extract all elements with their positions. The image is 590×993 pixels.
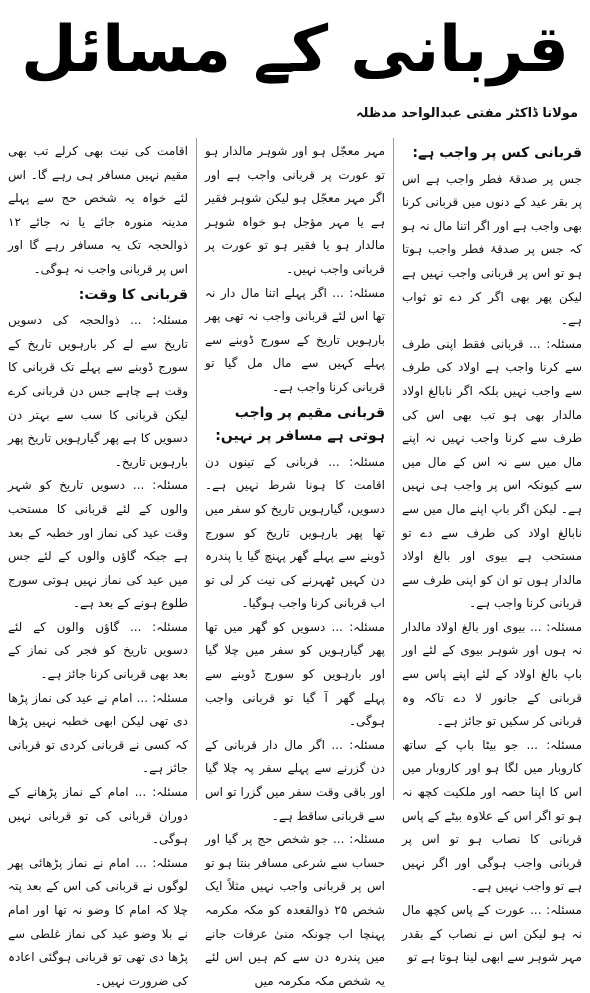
column-right [402,140,582,965]
paragraph: جس پر صدقۂ فطر واجب ہے اس پر بقر عید کے دنوں میں قربانی کرنا بھی واجب ہے اور اگر اتنا مال نہ ہو کہ جس پر صدقۂ فطر واجب ہوتا ہو تو اس پر قربانی واجب نہیں ہے لیکن پھر بھی اگر کر دے تو ثواب ہے۔ [402,171,582,328]
paragraph: مسئلہ: ... دسویں تاریخ کو شہر والوں کے لئے قربانی کا مستحب وقت عید کی نماز اور خطبہ کے بعد ہے جبکہ گاؤں والوں کے لئے جس میں عید کی نماز نہیں ہوتی سورج طلوع ہونے کے بعد ہے۔ [8,478,188,611]
column-divider [393,138,394,800]
paragraph: مسئلہ: ... امام نے نماز پڑھائی پھر لوگوں نے قربانی کی اس کے بعد پتہ چلا کہ امام کا وضو نہ تھا اور امام نے بلا وضو عید کی نماز غلطی سے پڑھا دی تھی تو قربانی ہوگئی اعادہ کی ضرورت نہیں۔ [8,855,188,988]
paragraph: مسئلہ: ... جو بیٹا باپ کے ساتھ کاروبار میں لگا ہو اور کاروبار میں اس کا اپنا حصہ اور ملکیت کچھ نہ ہو تو اگر اس کے علاوہ بیٹے کے پاس قربانی کا نصاب ہو تو اس پر قربانی واجب ہوگی اور اگر نہیں ہے تو واجب نہیں ہے۔ [402,737,582,894]
column-middle [205,140,385,988]
section-heading: قربانی کس پر واجب ہے: [412,145,582,161]
paragraph: مسئلہ: ... دسویں کو گھر میں تھا پھر گیارہویں کو سفر میں چلا گیا اور بارہویں کو سورج ڈوبنے سے پہلے گھر آ گیا تو قربانی واجب ہوگی۔ [205,619,385,729]
paragraph: مسئلہ: ... امام نے عید کی نماز پڑھا دی تھی لیکن ابھی خطبہ نہیں پڑھا کہ کسی نے قربانی کردی تو قربانی جائز ہے۔ [8,690,188,776]
paragraph: مسئلہ: ... جو شخص حج پر گیا اور حساب سے شرعی مسافر بنتا ہو تو اس پر قربانی واجب نہیں مثلاً ایک شخص ۲۵ ذوالقعدہ کو مکہ مکرمہ پہنچا اب چونکہ منیٰ عرفات جانے میں پندرہ دن سے کم ہیں اس لئے یہ شخص مکہ مکرمہ میں [205,832,385,988]
section-heading: قربانی مقیم پر واجب ہوتی ہے مسافر پر نہیں: [215,404,385,445]
paragraph: مسئلہ: ... اگر مال دار قربانی کے دن گزرنے سے پہلے سفر پہ چلا گیا اور باقی وقت سفر میں گزرا تو اس سے قربانی ساقط ہے۔ [205,737,385,823]
paragraph: اقامت کی نیت بھی کرلے تب بھی مقیم نہیں مسافر ہی رہے گا۔ اس لئے خواہ یہ شخص حج سے پہلے مدینہ منورہ جائے یا نہ جائے ۱۲ ذوالحجہ تک یہ مسافر رہے گا اور اس پر قربانی واجب نہ ہوگی۔ [8,144,188,276]
paragraph: مہر معجّل ہو اور شوہر مالدار ہو تو عورت پر قربانی واجب ہے اور اگر مہر معجّل ہو لیکن شوہر فقیر ہے یا مہر مؤجل ہو خواہ شوہر مالدار ہو یا فقیر ہو تو عورت پر قربانی واجب نہیں۔ [205,144,385,276]
paragraph: مسئلہ: ... امام کے نماز پڑھانے کے دوران قربانی کی تو قربانی نہیں ہوگی۔ [8,785,188,847]
column-divider [196,138,197,800]
author-byline: مولانا ڈاکٹر مفتی عبدالواحد مدظلہ [355,106,578,121]
paragraph: مسئلہ: ... قربانی فقط اپنی طرف سے کرنا واجب ہے اولاد کی طرف سے واجب نہیں بلکہ اگر نابالغ اولاد مالدار بھی ہو تب بھی اس کی طرف سے کرنا واجب نہیں نہ اپنے مال میں سے نہ اس کے مال میں سے کیونکہ اس پر واجب ہی نہیں ہے۔ لیکن اگر باپ اپنے مال میں سے نابالغ اولاد کی طرف سے دے تو مستحب ہے بیوی اور بالغ اولاد مالدار ہوں تو ان کو اپنی طرف سے قربانی کرنا واجب ہے۔ [402,336,582,611]
page-title: قربانی کے مسائل [21,13,569,87]
paragraph: مسئلہ: ... عورت کے پاس کچھ مال نہ ہو لیکن اس نے نصاب کے بقدر مہر شوہر سے ابھی لینا ہوتا ہے تو [402,903,582,965]
paragraph: مسئلہ: ... گاؤں والوں کے لئے دسویں تاریخ کو فجر کی نماز کے بعد بھی قربانی کرنا جائز ہے۔ [8,619,188,682]
paragraph: مسئلہ: ... قربانی کے تینوں دن اقامت کا ہونا شرط نہیں ہے۔ دسویں، گیارہویں تاریخ کو سفر میں تھا پھر بارہویں تاریخ کو سورج ڈوبنے سے پہلے گھر پہنچ گیا یا پندرہ دن کہیں ٹھہرنے کی نیت کر لی تو اب قربانی کرنا واجب ہوگیا۔ [205,454,385,611]
paragraph: مسئلہ: ... بیوی اور بالغ اولاد مالدار نہ ہوں اور شوہر بیوی کے لئے اور باپ بالغ اولاد کے لئے اپنے پاس سے قربانی کے جانور لا دے تاکہ وہ قربانی کر سکیں تو جائز ہے۔ [402,619,582,729]
paragraph: مسئلہ: ... ذوالحجہ کی دسویں تاریخ سے لے کر بارہویں تاریخ کے سورج ڈوبنے سے پہلے تک قربانی کا وقت ہے چاہے جس دن قربانی کرے لیکن قربانی کا سب سے بہتر دن دسویں کا ہے پھر گیارہویں تاریخ پھر بارہویں تاریخ۔ [8,313,188,469]
column-left [8,140,188,988]
section-heading: قربانی کا وقت: [78,286,188,303]
paragraph: مسئلہ: ... اگر پہلے اتنا مال دار نہ تھا اس لئے قربانی واجب نہ تھی پھر بارہویں تاریخ کے سورج ڈوبنے سے پہلے کہیں سے مال مل گیا تو قربانی کرنا واجب ہے۔ [205,285,385,394]
